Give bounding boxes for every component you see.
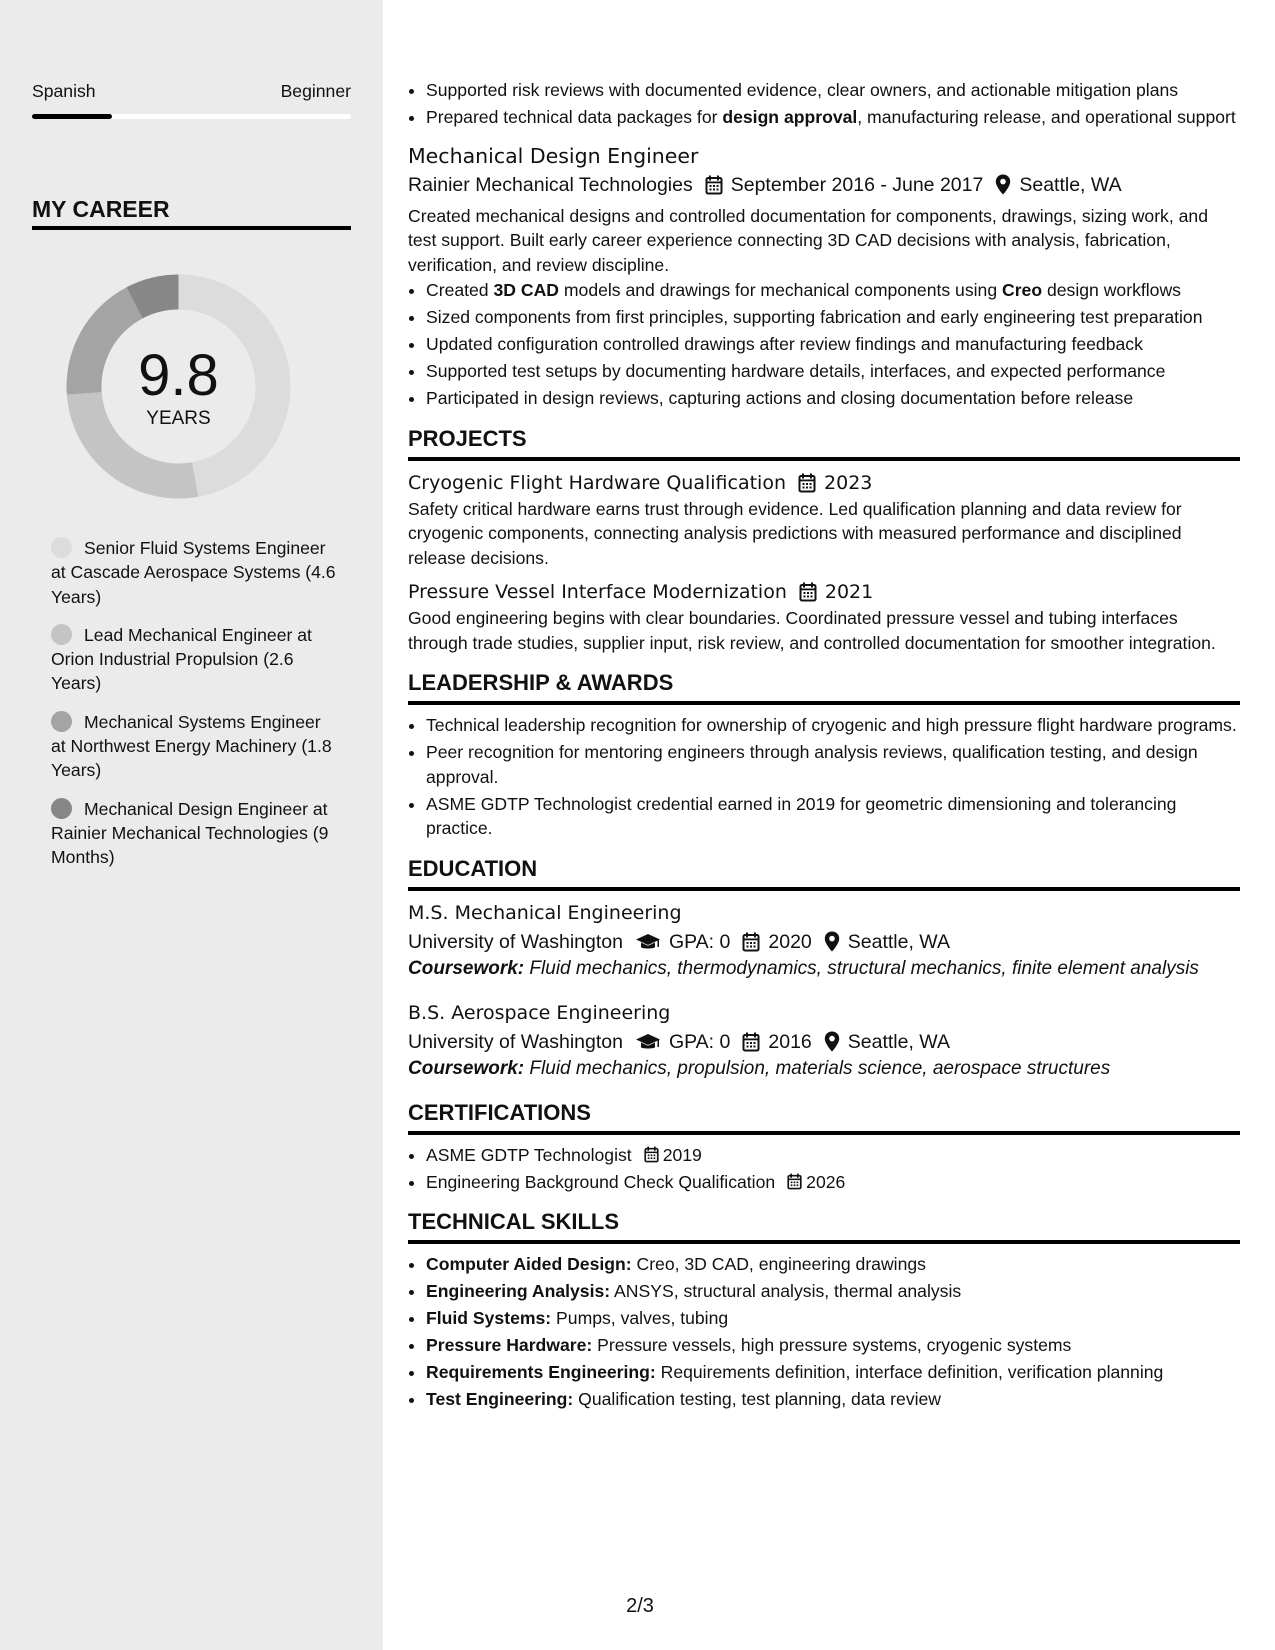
graduation-year: 2016 [768, 1030, 812, 1053]
bullet-item: • Participated in design reviews, capturing actions and closing documentation before release [426, 386, 1240, 411]
project-description: Good engineering begins with clear boundaries. Coordinated pressure vessel and tubing interfaces through trade studies, supplier input, risk review, and controlled documentation for smoother integration. [408, 608, 1216, 653]
skill-item [426, 1306, 1240, 1331]
language-row [32, 81, 351, 102]
skill-label: Requirements Engineering: [426, 1362, 656, 1382]
certification-year: 2019 [662, 1144, 702, 1165]
school-location: Seattle, WA [847, 1030, 950, 1053]
leadership-item: • ASME GDTP Technologist credential earned in 2019 for geometric dimensioning and tolerancing practice. [426, 792, 1240, 841]
graduation-year: 2020 [768, 930, 812, 953]
bullet-item: • Created 3D CAD models and drawings for mechanical components using Creo design workflows [426, 278, 1240, 303]
bullet-item: • Prepared technical data packages for design approval, manufacturing release, and operational support [426, 105, 1240, 130]
job-title: Mechanical Design Engineer [408, 143, 699, 168]
language-level: Beginner [280, 81, 351, 101]
project-year: 2021 [824, 581, 874, 603]
career-item [51, 797, 336, 870]
gpa: GPA: 0 [668, 1030, 731, 1053]
total-years-unit: YEARS [146, 408, 211, 429]
project-title [408, 578, 1240, 606]
coursework [408, 957, 1240, 981]
language-name: Spanish [32, 81, 96, 101]
skill-item [426, 1333, 1240, 1358]
location-pin-icon [995, 174, 1011, 195]
graduation-cap-icon [635, 932, 661, 952]
project-description: Safety critical hardware earns trust through evidence. Led qualification planning and data review for cryogenic components, connecting analysis predictions with measured performance and disciplined release decisions. [408, 498, 1182, 568]
leadership-section-title: LEADERSHIP & AWARDS [408, 669, 1240, 705]
skill-item [426, 1279, 1240, 1304]
certification-name: Engineering Background Check Qualification [426, 1171, 776, 1192]
leadership-item: • Peer recognition for mentoring engineers through analysis reviews, qualification testing, and design approval. [426, 740, 1240, 789]
degree-title: B.S. Aerospace Engineering [408, 1001, 671, 1024]
legend-dot-icon [51, 711, 72, 732]
job-meta [408, 170, 1240, 200]
skill-item [426, 1252, 1240, 1277]
skills-list [408, 1252, 1240, 1412]
language-progress-fill [32, 114, 112, 119]
page-number: 2/3 [626, 1595, 654, 1617]
skill-value: ANSYS, structural analysis, thermal analysis [614, 1281, 962, 1301]
project-name: Cryogenic Flight Hardware Qualification [408, 471, 787, 494]
calendar-icon [742, 1032, 760, 1052]
project-year: 2023 [824, 471, 873, 494]
skill-label: Pressure Hardware: [426, 1335, 593, 1355]
skill-label: Test Engineering: [426, 1389, 574, 1409]
coursework [408, 1057, 1240, 1081]
career-item-label: Senior Fluid Systems Engineer at Cascade Aerospace Systems (4.6 Years) [51, 538, 336, 607]
bullet-item: • Supported test setups by documenting hardware details, interfaces, and expected performance [426, 359, 1240, 384]
calendar-icon [799, 582, 817, 602]
skill-value: Pressure vessels, high pressure systems, cryogenic systems [597, 1335, 1072, 1355]
job-dates: September 2016 - June 2017 [730, 173, 984, 196]
certification-name: ASME GDTP Technologist [426, 1144, 632, 1165]
certification-item [426, 1143, 1240, 1168]
career-item [51, 710, 336, 783]
calendar-icon [742, 932, 760, 952]
skills-section-title: TECHNICAL SKILLS [408, 1208, 1240, 1244]
job-company: Rainier Mechanical Technologies [408, 173, 693, 196]
coursework-label: Coursework: [408, 957, 525, 979]
bullet-item: • Updated configuration controlled drawings after review findings and manufacturing feedback [426, 332, 1240, 357]
career-section-title: MY CAREER [32, 196, 351, 230]
career-legend [51, 536, 336, 884]
project-name: Pressure Vessel Interface Modernization [408, 581, 787, 603]
legend-dot-icon [51, 537, 72, 558]
skill-label: Computer Aided Design: [426, 1254, 632, 1274]
project-title [408, 469, 1240, 497]
certifications-section-title: CERTIFICATIONS [408, 1099, 1240, 1135]
coursework-label: Coursework: [408, 1057, 525, 1079]
education-meta [408, 1027, 1240, 1057]
total-years-value: 9.8 [138, 343, 219, 408]
calendar-icon [705, 175, 723, 195]
skill-item [426, 1387, 1240, 1412]
calendar-icon [787, 1173, 802, 1190]
school-location: Seattle, WA [847, 930, 950, 953]
continued-bullets [408, 78, 1240, 130]
legend-dot-icon [51, 798, 72, 819]
language-progress-bar [32, 114, 351, 119]
gpa: GPA: 0 [668, 930, 731, 953]
bullet-item: • Supported risk reviews with documented evidence, clear owners, and actionable mitigation plans [426, 78, 1240, 103]
calendar-icon [644, 1146, 659, 1163]
certification-year: 2026 [806, 1171, 846, 1192]
career-item [51, 536, 336, 609]
location-pin-icon [824, 931, 840, 952]
location-pin-icon [824, 1031, 840, 1052]
skill-value: Pumps, valves, tubing [556, 1308, 729, 1328]
career-item-label: Mechanical Design Engineer at Rainier Mechanical Technologies (9 Months) [51, 798, 329, 868]
skill-label: Fluid Systems: [426, 1308, 552, 1328]
coursework-text: Fluid mechanics, thermodynamics, structural mechanics, finite element analysis [529, 957, 1199, 979]
main-content [408, 78, 1240, 1414]
skill-value: Qualification testing, test planning, data review [578, 1389, 942, 1409]
career-item [51, 623, 336, 696]
legend-dot-icon [51, 624, 72, 645]
calendar-icon [798, 473, 816, 493]
skill-label: Engineering Analysis: [426, 1281, 611, 1301]
graduation-cap-icon [635, 1032, 661, 1052]
skill-value: Creo, 3D CAD, engineering drawings [636, 1254, 926, 1274]
job-location: Seattle, WA [1019, 173, 1122, 196]
degree-title: M.S. Mechanical Engineering [408, 901, 682, 924]
certifications-list [408, 1143, 1240, 1195]
education-meta [408, 927, 1240, 957]
career-item-label: Mechanical Systems Engineer at Northwest Energy Machinery (1.8 Years) [51, 711, 332, 781]
job-bullets [408, 278, 1240, 411]
leadership-list [408, 713, 1240, 841]
projects-section-title: PROJECTS [408, 425, 1240, 461]
coursework-text: Fluid mechanics, propulsion, materials science, aerospace structures [529, 1057, 1111, 1079]
certification-item [426, 1170, 1240, 1195]
job-summary: Created mechanical designs and controlled documentation for components, drawings, sizing work, and test support. Built early career experience connecting 3D CAD decisions with analysis, fabrication, verification, and review discipline. [408, 205, 1208, 275]
skill-item [426, 1360, 1240, 1385]
bullet-item: • Sized components from first principles, supporting fabrication and early engineering test preparation [426, 305, 1240, 330]
sidebar [0, 0, 383, 1650]
career-item-label: Lead Mechanical Engineer at Orion Industrial Propulsion (2.6 Years) [51, 624, 312, 694]
skill-value: Requirements definition, interface definition, verification planning [660, 1362, 1164, 1382]
leadership-item: • Technical leadership recognition for ownership of cryogenic and high pressure flight hardware programs. [426, 713, 1240, 738]
education-section-title: EDUCATION [408, 855, 1240, 891]
school-name: University of Washington [408, 930, 623, 953]
school-name: University of Washington [408, 1030, 623, 1053]
